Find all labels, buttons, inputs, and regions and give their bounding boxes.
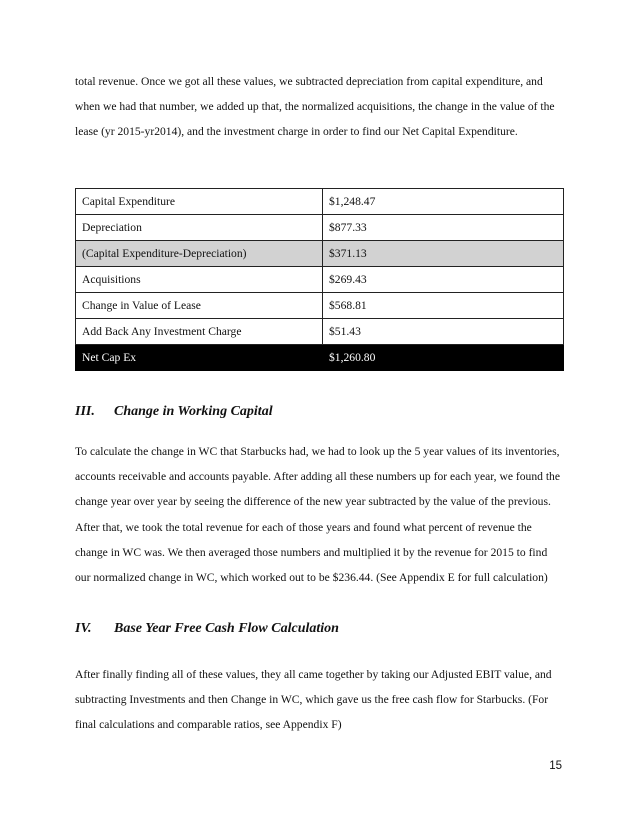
row-value: $1,260.80 (323, 345, 564, 371)
row-label: Net Cap Ex (76, 345, 323, 371)
section-title: Base Year Free Cash Flow Calculation (114, 621, 339, 636)
section-title: Change in Working Capital (114, 404, 273, 419)
net-capex-table-body (76, 189, 564, 371)
table-row (76, 215, 564, 241)
row-label: Capital Expenditure (76, 189, 323, 215)
row-value: $877.33 (323, 215, 564, 241)
table-row (76, 293, 564, 319)
paragraph-free-cash-flow: After finally finding all of these values, they all came together by taking our Adjusted EBIT value, and subtracting Investments and then Change in WC, which gave us the free cash flow for Starbucks. (For final calculations and comparable ratios, see Appendix F) (75, 668, 552, 732)
row-value: $51.43 (323, 319, 564, 345)
table-row (76, 241, 564, 267)
row-value: $371.13 (323, 241, 564, 267)
page-number: 15 (549, 760, 562, 772)
row-label: Acquisitions (76, 267, 323, 293)
table-row (76, 189, 564, 215)
section-number: IV. (75, 621, 92, 636)
section-heading-working-capital (75, 404, 273, 420)
table-row (76, 267, 564, 293)
row-label: Change in Value of Lease (76, 293, 323, 319)
table-row (76, 319, 564, 345)
section-heading-free-cash-flow (75, 621, 339, 637)
row-value: $269.43 (323, 267, 564, 293)
table-row (76, 345, 564, 371)
row-label: Depreciation (76, 215, 323, 241)
paragraph-working-capital: To calculate the change in WC that Starbucks had, we had to look up the 5 year values of its inventories, accounts receivable and accounts payable. After adding all these numbers up for each year, we found the change year over year by seeing the difference of the new year subtracted by the value of the previous. After that, we took the total revenue for each of those years and found what percent of revenue the change in WC was. We then averaged those numbers and multiplied it by the revenue for 2015 to find our normalized change in WC, which worked out to be $236.44. (See Appendix E for full calculation) (75, 445, 560, 585)
paragraph-net-capex: total revenue. Once we got all these values, we subtracted depreciation from capital expenditure, and when we had that number, we added up that, the normalized acquisitions, the change in the value of the lease (yr 2015-yr2014), and the investment charge in order to find our Net Capital Expenditure. (75, 75, 555, 139)
net-capex-table (75, 188, 564, 371)
row-label: (Capital Expenditure-Depreciation) (76, 241, 323, 267)
row-label: Add Back Any Investment Charge (76, 319, 323, 345)
row-value: $1,248.47 (323, 189, 564, 215)
section-number: III. (75, 404, 95, 419)
row-value: $568.81 (323, 293, 564, 319)
